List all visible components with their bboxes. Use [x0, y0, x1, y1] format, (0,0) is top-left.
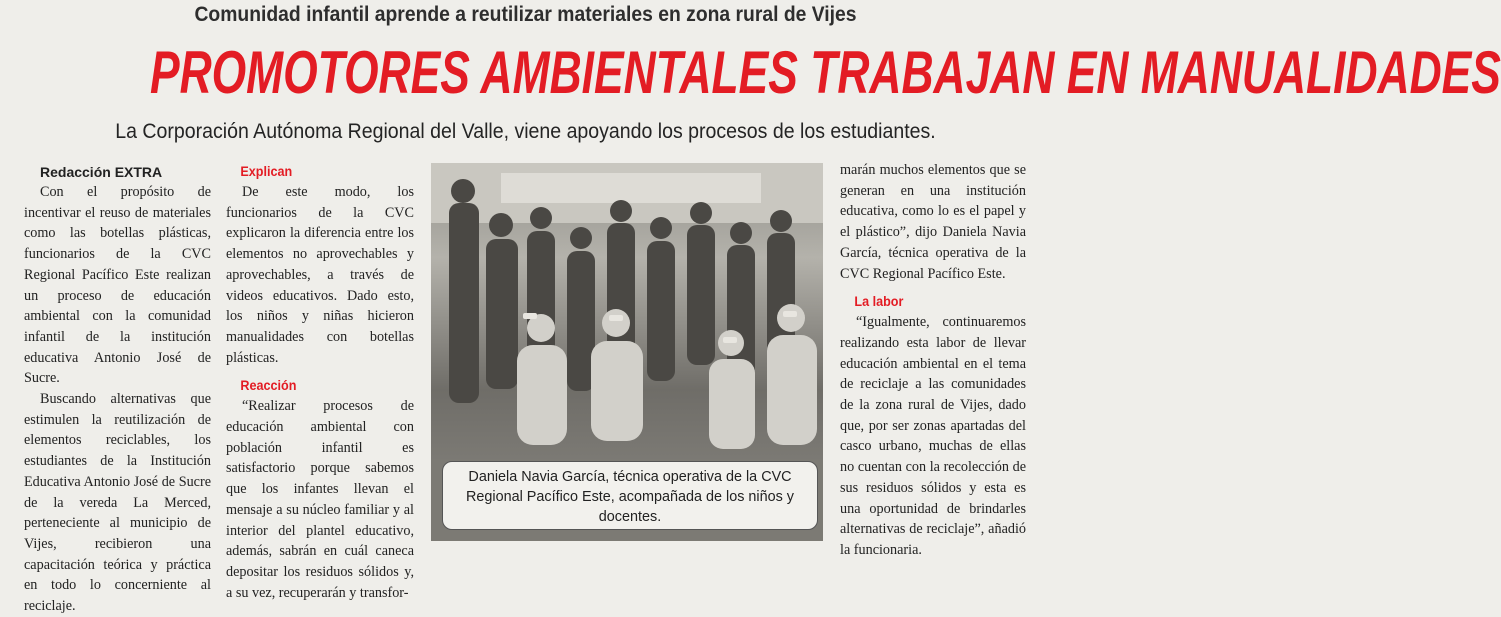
column-2 — [226, 160, 414, 603]
section-heading-reaccion: Reacción — [240, 377, 297, 394]
section-heading-la-labor: La labor — [854, 293, 904, 310]
byline: Redacción EXTRA — [40, 164, 163, 180]
main-headline: PROMOTORES AMBIENTALES TRABAJAN EN MANUALIDADES — [149, 39, 1501, 106]
kicker-headline: Comunidad infantil aprende a reutilizar materiales en zona rural de Vijes — [194, 3, 857, 26]
column-1 — [24, 162, 211, 617]
section-heading-explican: Explican — [240, 163, 293, 179]
subheadline: La Corporación Autónoma Regional del Valle, viene apoyando los procesos de los estudiantes. — [115, 120, 936, 143]
paragraph: “Igualmente, continuaremos realizando esta labor de llevar educación ambiental en el tema de reciclaje a las comunidades de la zona rural de Vijes, dado que, por ser zonas apartadas del casco urbano, muchas de ellas no cuentan con la recolección de sus residuos sólidos y esta es una oportunidad de brindarles alternativas de reciclaje”, añadió la funcionaria. — [840, 314, 1026, 558]
paragraph: De este modo, los funcionarios de la CVC explicaron la diferencia entre los elementos no aprovechables y aprovechables, a través de videos educativos. Dado esto, los niños y niñas hicieron manualidades con botellas plásticas. — [226, 184, 414, 366]
paragraph: Buscando alternativas que estimulen la reutilización de elementos reciclables, los estudiantes de la Institución Educativa Antonio José de Sucre de la vereda La Merced, perteneciente al municipio de Vijes, recibieron una capacitación teórica y práctica en todo lo concerniente al reciclaje. — [24, 391, 211, 615]
paragraph: marán muchos elementos que se generan en una institución educativa, como lo es el papel y el plástico”, dijo Daniela Navia García, técnica operativa de la CVC Regional Pacífico Este. — [840, 162, 1026, 282]
paragraph: “Realizar procesos de educación ambiental con población infantil es satisfactorio porque sabemos que los infantes llevan el mensaje a su núcleo familiar y al interior del plantel educativo, además, sabrán en cuál caneca depositar los residuos sólidos y, a su vez, recuperarán y transfor- — [226, 398, 414, 601]
column-3 — [840, 160, 1026, 561]
paragraph: Con el propósito de incentivar el reuso de materiales como las botellas plásticas, funcionarios de la CVC Regional Pacífico Este realizan un proceso de educación ambiental con la comunidad infantil de la institución educativa Antonio José de Sucre. — [24, 184, 211, 387]
photo-caption: Daniela Navia García, técnica operativa de la CVC Regional Pacífico Este, acompañada de los niños y docentes. — [442, 461, 818, 530]
